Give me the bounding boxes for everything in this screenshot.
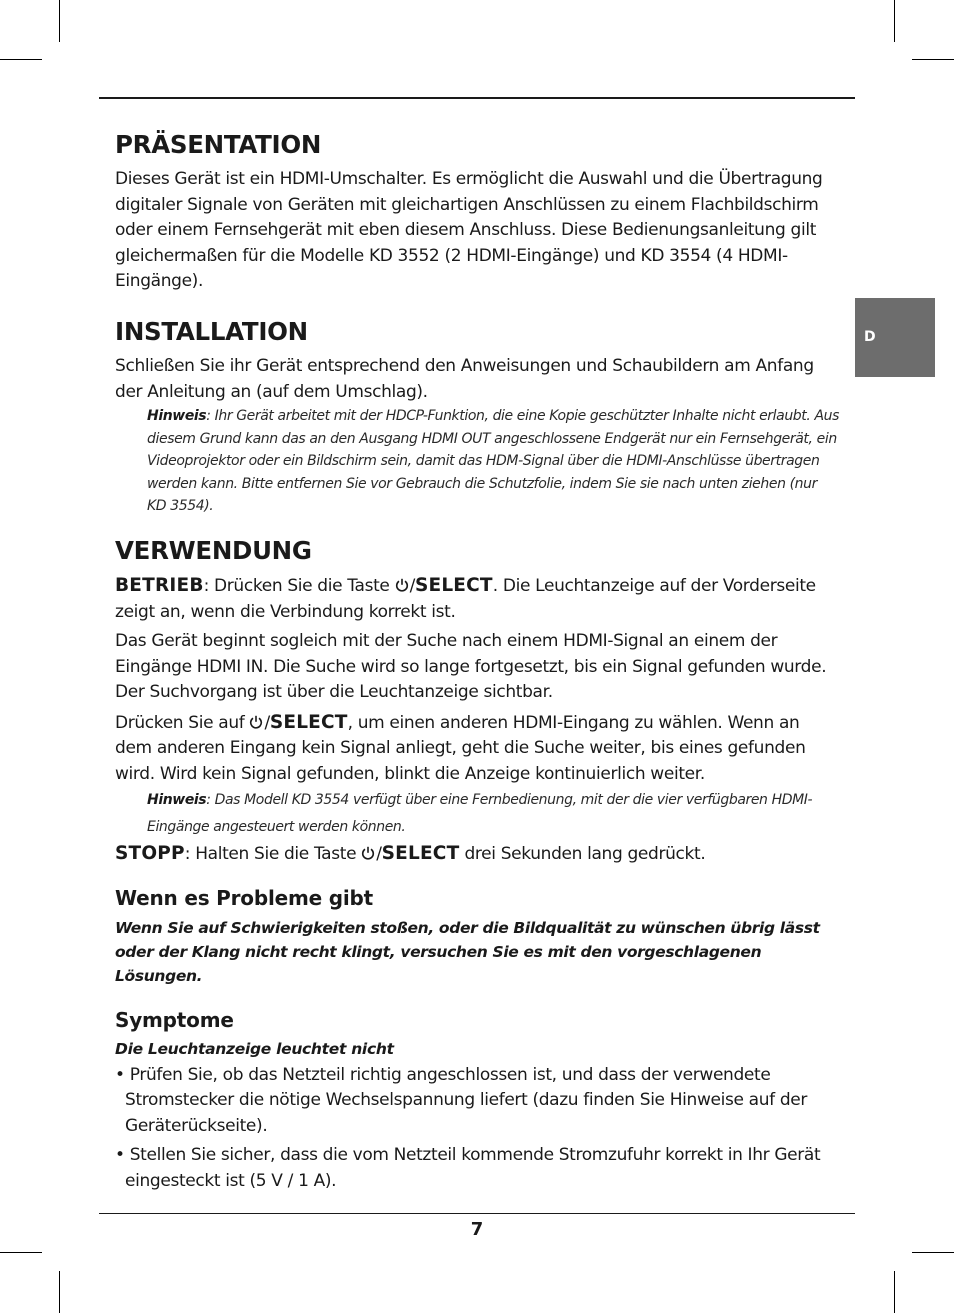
verwendung-note	[147, 787, 840, 841]
language-tab	[855, 298, 935, 377]
note-text: : Ihr Gerät arbeitet mit der HDCP-Funktion, die eine Kopie geschützter Inhalte nicht erlaubt. Aus diesem Grund kann das an den Ausgang HDMI OUT angeschlossene Endgerät nur ein Fernsehgerät, ein Videoprojektor oder ein Bildschirm sein, damit das HDM-Signal über die HDMI-Anschlüsse übertragen werden kann. Bitte entfernen Sie vor Gebrauch die Schutzfolie, indem Sie sie nach unten ziehen (nur KD 3554).	[147, 408, 840, 515]
betrieb-label: BETRIEB	[115, 575, 204, 597]
crop-mark	[59, 1271, 60, 1313]
page-content	[115, 130, 840, 1194]
select-key-label: SELECT	[381, 843, 460, 865]
symptom-subtitle: Die Leuchtanzeige leuchtet nicht	[115, 1039, 394, 1058]
header-rule	[99, 97, 855, 99]
language-tab-label: D	[864, 329, 876, 345]
crop-mark	[912, 59, 954, 60]
installation-body: Schließen Sie ihr Gerät entsprechend den Anweisungen und Schaubildern am Anfang der Anleitung an (auf dem Umschlag).	[115, 356, 814, 402]
footer-rule	[99, 1213, 855, 1214]
stopp-label: STOPP	[115, 843, 185, 865]
installation-note	[147, 405, 840, 518]
note-label: Hinweis	[147, 792, 207, 809]
section-title-installation: INSTALLATION	[115, 316, 308, 346]
para3-pre-text: Drücken Sie auf	[115, 712, 250, 733]
para3-post-text: , um einen anderen HDMI-Eingang zu wählen. Wenn an dem anderen Eingang kein Signal anliegt, geht die Suche weiter, bis eines gefunden wird. Wird kein Signal gefunden, blinkt die Anzeige kontinuierlich weiter.	[115, 712, 806, 784]
crop-mark	[0, 1252, 42, 1253]
verwendung-paragraph-3: Drücken Sie auf /SELECT, um einen anderen HDMI-Eingang zu wählen. Wenn an dem anderen Eingang kein Signal anliegt, geht die Suche weiter, bis eines gefunden wird. Wird kein Signal gefunden, blinkt die Anzeige kontinuierlich weiter.	[115, 711, 806, 784]
crop-mark	[0, 59, 42, 60]
section-title-praesentation: PRÄSENTATION	[115, 130, 322, 159]
power-icon	[395, 578, 409, 592]
crop-mark	[894, 1271, 895, 1313]
power-icon	[249, 715, 263, 729]
stopp-pre-text: : Halten Sie die Taste	[184, 844, 362, 865]
betrieb-post-text: . Die Leuchtanzeige auf der Vorderseite zeigt an, wenn die Verbindung korrekt ist.	[115, 576, 816, 622]
betrieb-pre-text: : Drücken Sie die Taste	[203, 576, 395, 597]
probleme-intro: Wenn Sie auf Schwierigkeiten stoßen, oder die Bildqualität zu wünschen übrig lässt oder der Klang nicht recht klingt, versuchen Sie es mit den vorgeschlagenen Lösungen.	[115, 918, 820, 985]
stopp-post-text: drei Sekunden lang gedrückt.	[459, 844, 706, 865]
select-key-label: SELECT	[414, 575, 493, 597]
crop-mark	[894, 0, 895, 42]
betrieb-paragraph: BETRIEB: Drücken Sie die Taste /SELECT. Die Leuchtanzeige auf der Vorderseite zeigt an, wenn die Verbindung korrekt ist.	[115, 575, 816, 622]
section-title-symptome: Symptome	[115, 1007, 234, 1032]
note-text: : Das Modell KD 3554 verfügt über eine Fernbedienung, mit der die vier verfügbaren HDMI-Eingänge angesteuert werden können.	[147, 792, 813, 836]
stopp-paragraph: STOPP: Halten Sie die Taste /SELECT drei Sekunden lang gedrückt.	[115, 843, 706, 865]
verwendung-paragraph-2: Das Gerät beginnt sogleich mit der Suche nach einem HDMI-Signal an einem der Eingänge HDMI IN. Die Suche wird so lange fortgesetzt, bis ein Signal gefunden wurde. Der Suchvorgang ist über die Leuchtanzeige sichtbar.	[115, 631, 827, 703]
crop-mark	[912, 1252, 954, 1253]
section-title-probleme: Wenn es Probleme gibt	[115, 885, 373, 910]
crop-mark	[59, 0, 60, 42]
select-key-label: SELECT	[269, 711, 348, 733]
list-item: • Prüfen Sie, ob das Netzteil richtig angeschlossen ist, und dass der verwendete Stromstecker die nötige Wechselspannung liefert (dazu finden Sie Hinweise auf der Geräterückseite).	[115, 1064, 808, 1136]
section-title-verwendung: VERWENDUNG	[115, 535, 312, 565]
page-number: 7	[470, 1219, 484, 1240]
list-item: • Stellen Sie sicher, dass die vom Netzteil kommende Stromzufuhr korrekt in Ihr Gerät eingesteckt ist (5 V / 1 A).	[115, 1145, 821, 1191]
power-icon	[361, 846, 375, 860]
praesentation-body: Dieses Gerät ist ein HDMI-Umschalter. Es ermöglicht die Auswahl und die Übertragung digitaler Signale von Geräten mit gleichartigen Anschlüssen zu einem Flachbildschirm oder einem Fernsehgerät mit eben diesem Anschluss. Diese Bedienungsanleitung gilt gleichermaßen für die Modelle KD 3552 (2 HDMI-Eingänge) und KD 3554 (4 HDMI-Eingänge).	[115, 169, 823, 292]
note-label: Hinweis	[147, 408, 207, 425]
